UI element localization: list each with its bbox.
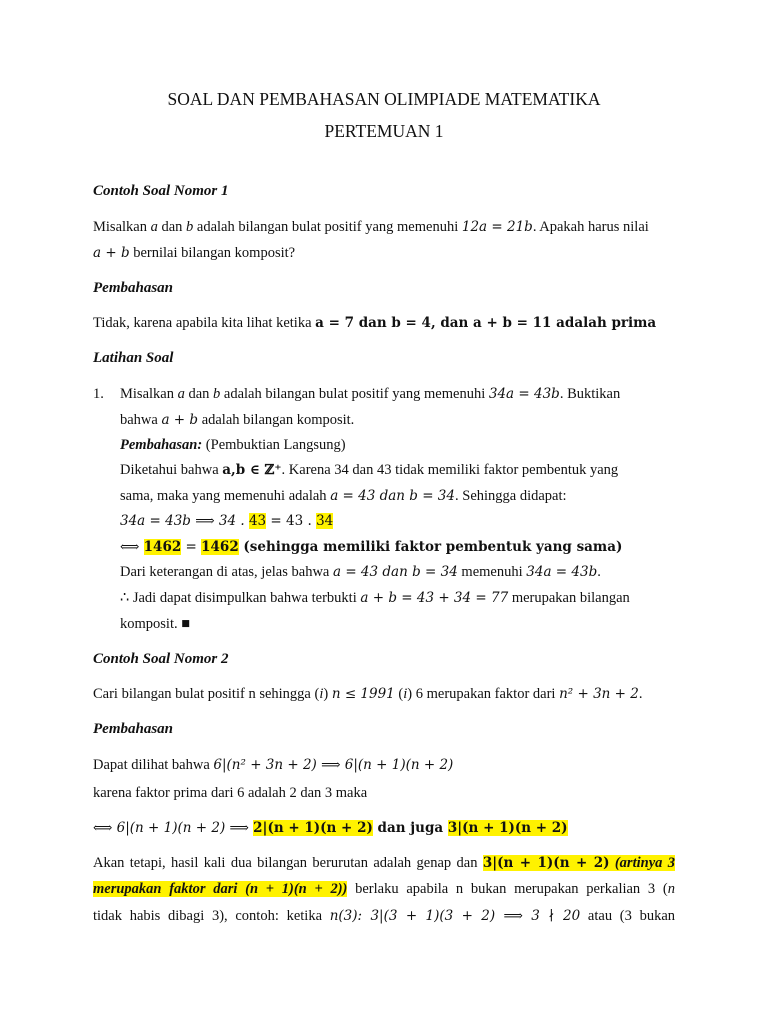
list-number: 1. [93, 386, 104, 402]
exercise-question-line-2: bahwa a + b adalah bilangan komposit. [120, 412, 355, 428]
exercise-proof-line-7: komposit. ■ [120, 616, 190, 632]
exercise-proof-line-5: Dari keterangan di atas, jelas bahwa a = 43 dan b = 34 memenuhi 34a = 43b. [120, 564, 601, 580]
example-1-answer: Tidak, karena apabila kita lihat ketika a = 7 dan b = 4, dan a + b = 11 adalah prima [93, 315, 657, 331]
section-heading-pembahasan-1: Pembahasan [93, 280, 174, 296]
equation: 12a = 21b [461, 219, 533, 235]
example-2-solution-line-1: Dapat dilihat bahwa 6|(n² + 3n + 2) ⟹ 6|(n + 1)(n + 2) [93, 757, 454, 773]
exercise-proof-line-3: 34a = 43b ⟹ 34 . 43 = 43 . 34 [120, 513, 334, 529]
example-1-question-line-2: a + b bernilai bilangan komposit? [93, 245, 296, 261]
section-heading-example-2: Contoh Soal Nomor 2 [93, 651, 229, 667]
exercise-question-line-1: Misalkan a dan b adalah bilangan bulat positif yang memenuhi 34a = 43b. Buktikan [120, 386, 621, 402]
example-2-solution-line-4: Akan tetapi, hasil kali dua bilangan berurutan adalah genap dan 3|(n + 1)(n + 2) (artinya 3 [93, 855, 675, 871]
section-heading-pembahasan-2: Pembahasan [93, 721, 174, 737]
exercise-proof-line-2: sama, maka yang memenuhi adalah a = 43 dan b = 34. Sehingga didapat: [120, 488, 567, 504]
example-2-solution-line-2: karena faktor prima dari 6 adalah 2 dan 3 maka [93, 785, 368, 801]
example-2-solution-line-3: ⟺ 6|(n + 1)(n + 2) ⟹ 2|(n + 1)(n + 2) dan juga 3|(n + 1)(n + 2) [93, 820, 568, 836]
example-2-question: Cari bilangan bulat positif n sehingga (i) n ≤ 1991 (i) 6 merupakan faktor dari n² + 3n + 2. [93, 686, 643, 702]
exercise-proof-line-1: Diketahui bahwa a,b ∈ ℤ⁺. Karena 34 dan 43 tidak memiliki faktor pembentuk yang [120, 462, 619, 478]
section-heading-example-1: Contoh Soal Nomor 1 [93, 183, 229, 199]
document-title: SOAL DAN PEMBAHASAN OLIMPIADE MATEMATIKA [167, 89, 601, 109]
exercise-proof-line-6: ∴ Jadi dapat disimpulkan bahwa terbukti a + b = 43 + 34 = 77 merupakan bilangan [120, 590, 630, 606]
exercise-pembahasan-label: Pembahasan: (Pembuktian Langsung) [120, 437, 346, 453]
exercise-proof-line-4: ⟺ 1462 = 1462 (sehingga memiliki faktor pembentuk yang sama) [120, 539, 623, 555]
document-subtitle: PERTEMUAN 1 [324, 121, 444, 141]
example-2-solution-line-5: merupakan faktor dari (n + 1)(n + 2)) berlaku apabila n bukan merupakan perkalian 3 (n [93, 881, 675, 897]
example-2-solution-line-6: tidak habis dibagi 3), contoh: ketika n(3): 3|(3 + 1)(3 + 2) ⟹ 3 ∤ 20 atau (3 bukan [93, 908, 676, 924]
example-1-question-line-1: Misalkan a dan b adalah bilangan bulat positif yang memenuhi 12a = 21b. Apakah harus nilai [93, 219, 649, 235]
section-heading-latihan: Latihan Soal [93, 350, 174, 366]
